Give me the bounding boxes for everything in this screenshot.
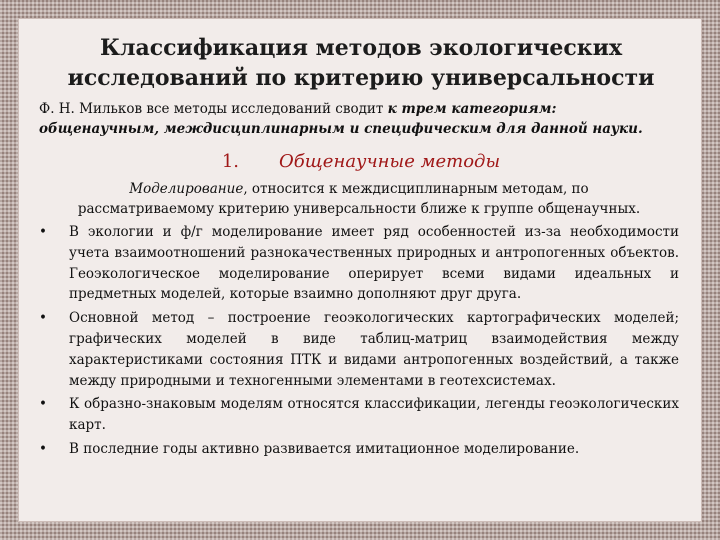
list-item-text: В экологии и ф/г моделирование имеет ряд особенностей из-за необходимости учета взаимоотношений разнокачественных природных и антропогенных объектов. Геоэкологическое моделирование оперирует всеми видами идеальных и предметных моделей, которые взаимно дополняют друг друга. <box>69 224 679 303</box>
bullet-icon: • <box>39 440 47 457</box>
section-number: 1. <box>221 151 240 172</box>
intro-paragraph <box>39 99 679 139</box>
list-item <box>39 308 679 391</box>
list-item-text: Основной метод – построение геоэкологических картографических моделей; графических моделей в виде таблиц-матриц взаимодействия между характеристиками состояния ПТК и видами антропогенных воздействий, а также между природными и техногенными элементами в геотехсистемах. <box>69 310 679 389</box>
bullet-icon: • <box>39 310 47 327</box>
modeling-term: Моделирование <box>129 181 244 197</box>
list-item <box>39 222 679 305</box>
intro-text: Ф. Н. Мильков все методы исследований сводит <box>39 101 388 117</box>
bullet-icon: • <box>39 396 47 413</box>
modeling-paragraph <box>39 179 679 219</box>
title-line-2: исследований по критерию универсальности <box>67 65 655 91</box>
modeling-text-2: рассматриваемому критерию универсальности ближе к группе общенаучных. <box>77 201 641 217</box>
title-line-1: Классификация методов экологических <box>99 35 623 61</box>
list-item <box>39 394 679 436</box>
list-item <box>39 439 679 460</box>
section-title: Общенаучные методы <box>279 151 501 172</box>
section-heading <box>19 150 703 174</box>
list-item-text: К образно-знаковым моделям относятся классификации, легенды геоэкологических карт. <box>69 396 679 434</box>
slide <box>18 18 702 522</box>
bullet-list <box>39 222 679 463</box>
bullet-icon: • <box>39 224 47 240</box>
list-item-text: В последние годы активно развивается имитационное моделирование. <box>69 440 580 457</box>
intro-emphasis-1: к трем категориям: <box>387 101 557 117</box>
intro-emphasis-2: общенаучным, междисциплинарным и специфическим для данной науки. <box>39 121 643 137</box>
slide-title <box>39 33 683 93</box>
modeling-text-1: , относится к междисциплинарным методам, по <box>243 181 589 197</box>
